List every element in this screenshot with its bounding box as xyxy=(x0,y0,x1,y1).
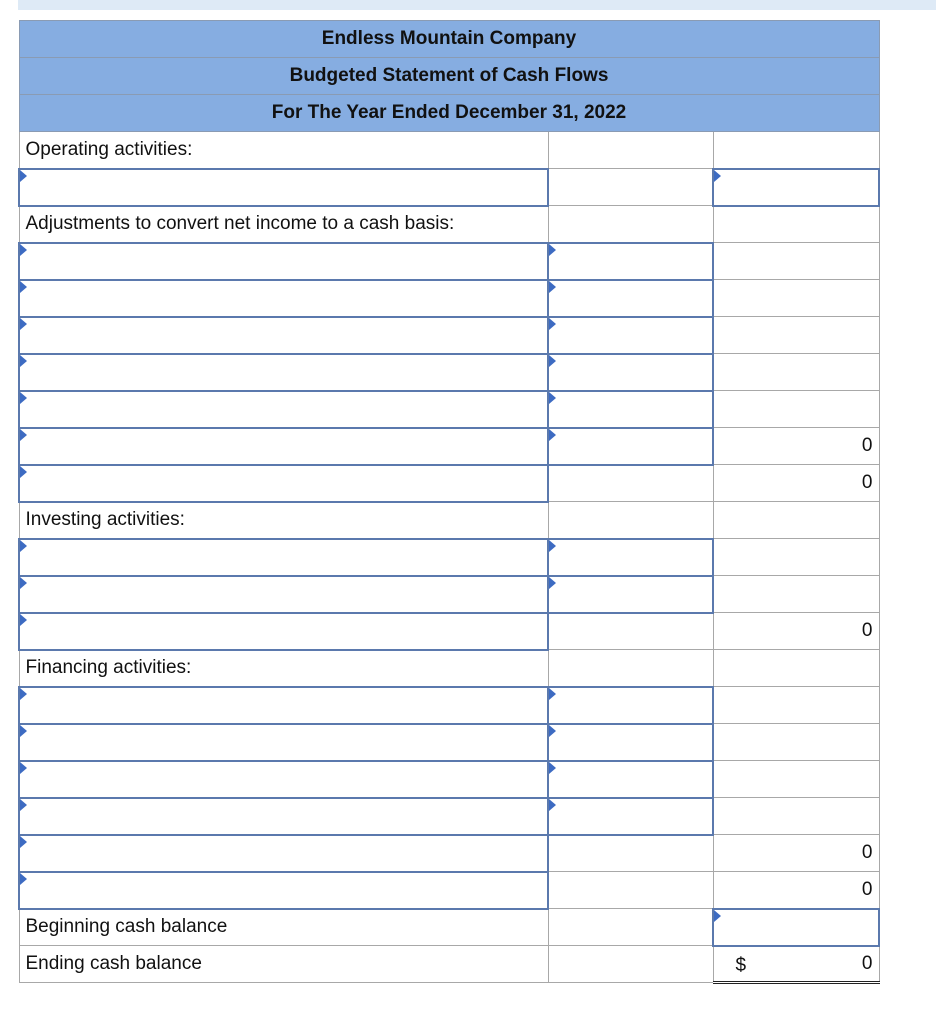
empty-cell xyxy=(713,502,879,539)
empty-cell xyxy=(548,946,713,983)
adjustments-total-value: 0 xyxy=(713,428,879,465)
ending-cash-value: 0 xyxy=(861,952,873,974)
financing-label-input[interactable] xyxy=(19,798,548,835)
financing-label-input[interactable] xyxy=(19,761,548,798)
adjustment-label-input[interactable] xyxy=(19,280,548,317)
empty-cell xyxy=(548,835,713,872)
empty-cell xyxy=(713,650,879,687)
financing-amount-input[interactable] xyxy=(548,761,713,798)
empty-cell xyxy=(713,391,879,428)
empty-cell xyxy=(713,132,879,169)
empty-cell xyxy=(713,761,879,798)
beginning-cash-input[interactable] xyxy=(713,909,879,946)
ending-cash-cell xyxy=(713,946,879,983)
adjustment-label-input[interactable] xyxy=(19,243,548,280)
operating-net-label-input[interactable] xyxy=(19,465,548,502)
adjustment-label-input[interactable] xyxy=(19,317,548,354)
empty-cell xyxy=(713,798,879,835)
investing-activities-label: Investing activities: xyxy=(19,502,548,539)
adjustments-label: Adjustments to convert net income to a cash basis: xyxy=(19,206,548,243)
empty-cell xyxy=(713,206,879,243)
statement-title: Budgeted Statement of Cash Flows xyxy=(19,58,879,95)
financing-label-input[interactable] xyxy=(19,687,548,724)
empty-cell xyxy=(713,576,879,613)
statement-period: For The Year Ended December 31, 2022 xyxy=(19,95,879,132)
company-name: Endless Mountain Company xyxy=(19,21,879,58)
financing-amount-input[interactable] xyxy=(548,687,713,724)
empty-cell xyxy=(548,650,713,687)
empty-cell xyxy=(548,502,713,539)
ending-cash-label: Ending cash balance xyxy=(19,946,548,983)
empty-cell xyxy=(713,687,879,724)
adjustment-label-input[interactable] xyxy=(19,391,548,428)
operating-net-value: 0 xyxy=(713,465,879,502)
adjustment-label-input[interactable] xyxy=(19,354,548,391)
empty-cell xyxy=(713,724,879,761)
empty-cell xyxy=(713,243,879,280)
investing-label-input[interactable] xyxy=(19,539,548,576)
empty-cell xyxy=(548,465,713,502)
financing-label-input[interactable] xyxy=(19,724,548,761)
empty-cell xyxy=(713,354,879,391)
empty-cell xyxy=(548,132,713,169)
financing-total-value: 0 xyxy=(713,835,879,872)
adjustment-amount-input[interactable] xyxy=(548,428,713,465)
adjustment-label-input[interactable] xyxy=(19,428,548,465)
investing-label-input[interactable] xyxy=(19,576,548,613)
financing-net-label-input[interactable] xyxy=(19,835,548,872)
adjustment-amount-input[interactable] xyxy=(548,243,713,280)
net-income-label-input[interactable] xyxy=(19,169,548,206)
net-change-value: 0 xyxy=(713,872,879,909)
empty-cell xyxy=(713,317,879,354)
adjustment-amount-input[interactable] xyxy=(548,354,713,391)
investing-net-value: 0 xyxy=(713,613,879,650)
cash-flow-statement-table xyxy=(18,20,880,984)
operating-activities-label: Operating activities: xyxy=(19,132,548,169)
investing-amount-input[interactable] xyxy=(548,539,713,576)
investing-amount-input[interactable] xyxy=(548,576,713,613)
financing-activities-label: Financing activities: xyxy=(19,650,548,687)
empty-cell xyxy=(713,280,879,317)
empty-cell xyxy=(548,206,713,243)
financing-amount-input[interactable] xyxy=(548,798,713,835)
adjustment-amount-input[interactable] xyxy=(548,391,713,428)
adjustment-amount-input[interactable] xyxy=(548,317,713,354)
empty-cell xyxy=(548,909,713,946)
financing-amount-input[interactable] xyxy=(548,724,713,761)
dollar-sign: $ xyxy=(735,954,747,976)
top-bar xyxy=(18,0,936,10)
investing-net-label-input[interactable] xyxy=(19,613,548,650)
net-change-label-input[interactable] xyxy=(19,872,548,909)
empty-cell xyxy=(548,872,713,909)
beginning-cash-label: Beginning cash balance xyxy=(19,909,548,946)
empty-cell xyxy=(548,169,713,206)
adjustment-amount-input[interactable] xyxy=(548,280,713,317)
empty-cell xyxy=(548,613,713,650)
empty-cell xyxy=(713,539,879,576)
net-income-amount-input[interactable] xyxy=(713,169,879,206)
